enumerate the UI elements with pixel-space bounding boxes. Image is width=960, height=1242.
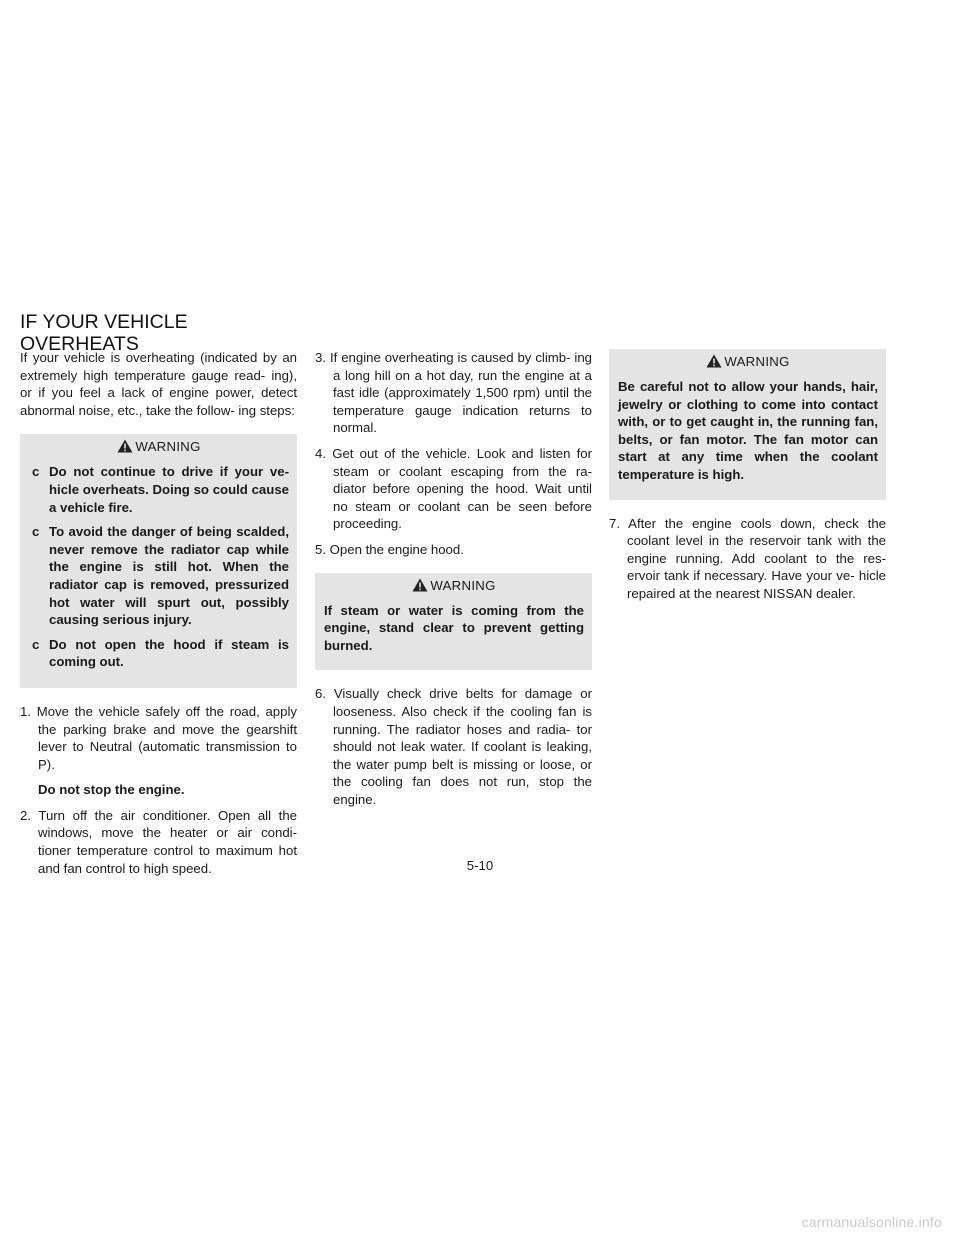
warning-text: Be careful not to allow your hands, hair, jewelry or clothing to come into contact with, or to get caught in, the running fan, belts, or fan motor. The fan motor can start at any time when the coolant temperature is high. bbox=[618, 379, 878, 482]
step-3 bbox=[315, 349, 592, 437]
page-title-line-2: OVERHEATS bbox=[20, 333, 139, 356]
warning-item-text: Do not continue to drive if your ve- hicle overheats. Doing so could cause a vehicle fire. bbox=[49, 464, 289, 515]
warning-triangle-icon bbox=[117, 439, 133, 453]
warning-label: WARNING bbox=[724, 354, 790, 369]
page-title-line-1: IF YOUR VEHICLE bbox=[20, 311, 188, 334]
warning-item-text: Do not open the hood if steam is coming out. bbox=[49, 636, 289, 670]
warning-triangle-icon bbox=[706, 354, 722, 368]
warning-item-text: To avoid the danger of being scalded, never remove the radiator cap while the engine is still hot. When the radiator cap is removed, pressurized hot water will spurt out, possibly causing serious injury. bbox=[49, 524, 289, 628]
step-5 bbox=[315, 541, 592, 559]
watermark: carmanualsonline.info bbox=[801, 1214, 942, 1230]
step-number: 1. bbox=[20, 703, 31, 719]
page-number: 5-10 bbox=[466, 858, 494, 873]
intro-paragraph: If your vehicle is overheating (indicated by an extremely high temperature gauge read- ing), or if you feel a lack of engine power, detect abnormal noise, etc., take the follow- ing steps: bbox=[20, 350, 297, 418]
warning-triangle-icon bbox=[412, 578, 428, 592]
warning-label: WARNING bbox=[135, 439, 201, 455]
step-text: Turn off the air conditioner. Open all the windows, move the heater or air condi- tioner temperature control to maximum hot and fan control to high speed. bbox=[38, 807, 297, 876]
warning-item bbox=[29, 463, 289, 516]
column-3 bbox=[609, 349, 886, 611]
step-7 bbox=[609, 515, 886, 603]
warning-heading bbox=[324, 578, 584, 594]
warning-box-2 bbox=[315, 573, 592, 671]
warning-list bbox=[29, 463, 289, 671]
step-4 bbox=[315, 445, 592, 533]
bullet-marker: c bbox=[32, 636, 40, 652]
step-1 bbox=[20, 703, 297, 773]
step-number: 3. bbox=[315, 350, 326, 365]
step-number: 7. bbox=[609, 515, 620, 531]
step-text: Move the vehicle safely off the road, apply the parking brake and move the gearshift lever to Neutral (automatic transmission to P). bbox=[36, 703, 297, 772]
warning-box-3 bbox=[609, 349, 886, 500]
step-text: If engine overheating is caused by climb- ing a long hill on a hot day, run the engine at a fast idle (approximately 1,500 rpm) until the temperature gauge indication returns to normal. bbox=[329, 350, 593, 436]
step-text: Open the engine hood. bbox=[329, 541, 464, 557]
warning-heading bbox=[618, 354, 878, 370]
step-number: 2. bbox=[20, 807, 31, 823]
warning-text: If steam or water is coming from the engine, stand clear to prevent getting burned. bbox=[324, 602, 584, 653]
warning-label: WARNING bbox=[430, 577, 496, 593]
step-2 bbox=[20, 807, 297, 877]
step-text: Get out of the vehicle. Look and listen for steam or coolant escaping from the ra- diator before opening the hood. Wait until no steam or coolant can be seen before proceeding. bbox=[332, 445, 592, 532]
bullet-marker: c bbox=[32, 524, 40, 540]
bullet-marker: c bbox=[32, 464, 40, 480]
step-6 bbox=[315, 685, 592, 808]
step-number: 4. bbox=[315, 445, 326, 461]
step-number: 5. bbox=[315, 541, 326, 557]
warning-heading bbox=[29, 439, 289, 455]
step-1-note: Do not stop the engine. bbox=[38, 782, 185, 798]
column-2 bbox=[315, 349, 592, 816]
step-text: Visually check drive belts for damage or looseness. Also check if the cooling fan is running. The radiator hoses and radia- tor should not leak water. If coolant is leaking, the water pump belt is missing or loose, or the cooling fan does not run, stop the engine. bbox=[333, 686, 592, 807]
step-number: 6. bbox=[315, 686, 326, 702]
warning-box-1 bbox=[20, 434, 297, 688]
step-text: After the engine cools down, check the coolant level in the reservoir tank with the engine running. Add coolant to the res- ervoir tank if necessary. Have your ve- hicle repaired at the nearest NISSAN dealer. bbox=[627, 515, 886, 601]
warning-item bbox=[29, 636, 289, 671]
column-1 bbox=[20, 349, 297, 885]
warning-item bbox=[29, 523, 289, 629]
